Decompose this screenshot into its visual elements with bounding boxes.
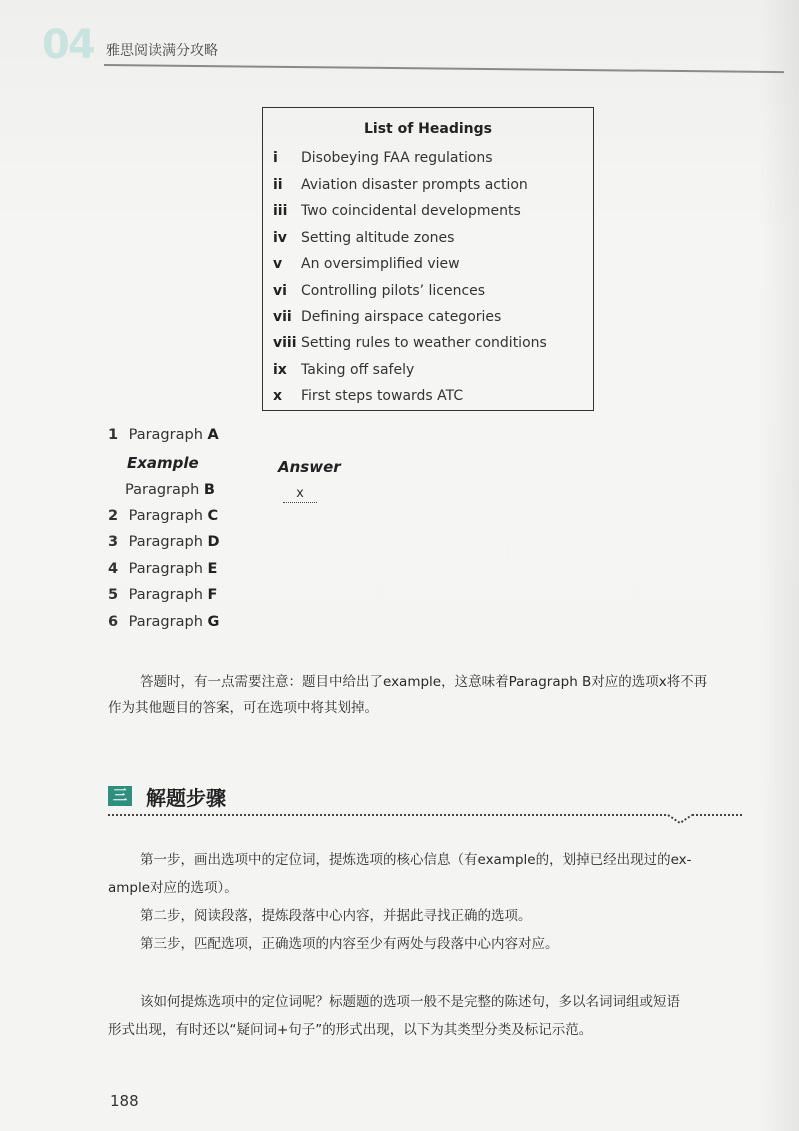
heading-num: vi (273, 283, 287, 299)
step-1-line-2: ample对应的选项）。 (108, 880, 238, 896)
heading-num: x (273, 388, 283, 404)
question-num: 2 (108, 508, 119, 524)
heading-text: Two coincidental developments (301, 203, 521, 219)
heading-num: iv (273, 230, 287, 246)
heading-item (273, 177, 528, 193)
paragraph-word: Paragraph (128, 508, 203, 524)
note-line-2: 作为其他题目的答案，可在选项中将其划掉。 (108, 700, 378, 716)
chapter-number: 04 (42, 22, 94, 68)
paragraph-word: Paragraph (128, 561, 203, 577)
heading-text: Controlling pilots’ licences (301, 283, 486, 299)
question-num: 4 (108, 561, 119, 577)
example-answer: x (283, 486, 317, 503)
question-6 (108, 614, 219, 630)
question-2 (108, 508, 218, 524)
example-question (125, 482, 215, 498)
section-badge: 三 (108, 786, 132, 806)
step-3: 第三步，匹配选项，正确选项的内容至少有两处与段落中心内容对应。 (140, 936, 559, 952)
heading-text: Disobeying FAA regulations (301, 150, 493, 166)
heading-item (273, 203, 521, 219)
paragraph-letter: A (207, 427, 219, 443)
question-5 (108, 587, 217, 603)
paragraph-word: Paragraph (128, 534, 203, 550)
question-num: 1 (108, 427, 119, 443)
heading-num: i (273, 150, 278, 166)
heading-num: ii (273, 177, 283, 193)
paragraph-word: Paragraph (128, 587, 203, 603)
heading-num: iii (273, 203, 288, 219)
heading-item (273, 362, 414, 378)
book-title: 雅思阅读满分攻略 (106, 43, 218, 59)
paragraph-letter: E (207, 561, 218, 577)
heading-item (273, 256, 460, 272)
heading-item (273, 309, 501, 325)
note-line-1: 答题时，有一点需要注意：题目中给出了example，这意味着Paragraph B对应的选项x将不再 (140, 674, 708, 690)
heading-text: Setting rules to weather conditions (301, 335, 547, 351)
answer-label: Answer (278, 458, 341, 476)
heading-text: Aviation disaster prompts action (301, 177, 528, 193)
section-dotted-rule (108, 812, 744, 826)
heading-item (273, 283, 485, 299)
heading-num: ix (273, 362, 287, 378)
question-num: 5 (108, 587, 119, 603)
heading-text: An oversimplified view (301, 256, 460, 272)
closing-line-2: 形式出现，有时还以“疑问词+句子”的形式出现，以下为其类型分类及标记示范。 (108, 1022, 593, 1038)
question-3 (108, 534, 220, 550)
step-1-line-1: 第一步，画出选项中的定位词，提炼选项的核心信息（有example的，划掉已经出现过的ex- (140, 852, 692, 868)
step-2: 第二步，阅读段落，提炼段落中心内容，并据此寻找正确的选项。 (140, 908, 532, 924)
paragraph-letter: F (207, 587, 218, 603)
question-4 (108, 561, 217, 577)
paragraph-word: Paragraph (128, 614, 203, 630)
heading-item (273, 335, 547, 351)
question-num: 6 (108, 614, 119, 630)
paragraph-word: Paragraph (128, 427, 203, 443)
heading-text: Setting altitude zones (301, 230, 455, 246)
example-label: Example (127, 454, 199, 472)
page-edge-shadow (759, 0, 799, 1131)
heading-num: viii (273, 335, 297, 351)
list-of-headings-box (262, 107, 594, 411)
heading-item (273, 150, 493, 166)
heading-num: vii (273, 309, 292, 325)
heading-item (273, 230, 454, 246)
heading-text: Taking off safely (301, 362, 415, 378)
question-num: 3 (108, 534, 119, 550)
headings-title: List of Headings (363, 121, 492, 137)
heading-text: Defining airspace categories (301, 309, 502, 325)
paragraph-letter: B (203, 482, 215, 498)
paragraph-letter: G (207, 614, 220, 630)
heading-text: First steps towards ATC (301, 388, 464, 404)
paragraph-letter: C (207, 508, 219, 524)
heading-item (273, 388, 463, 404)
question-1 (108, 427, 219, 443)
closing-line-1: 该如何提炼选项中的定位词呢？标题题的选项一般不是完整的陈述句，多以名词词组或短语 (140, 994, 680, 1010)
heading-num: v (273, 256, 283, 272)
paragraph-letter: D (207, 534, 220, 550)
header-rule (104, 64, 784, 73)
section-title: 解题步骤 (146, 786, 226, 810)
paragraph-word: Paragraph (125, 482, 200, 498)
page-number: 188 (110, 1092, 139, 1110)
